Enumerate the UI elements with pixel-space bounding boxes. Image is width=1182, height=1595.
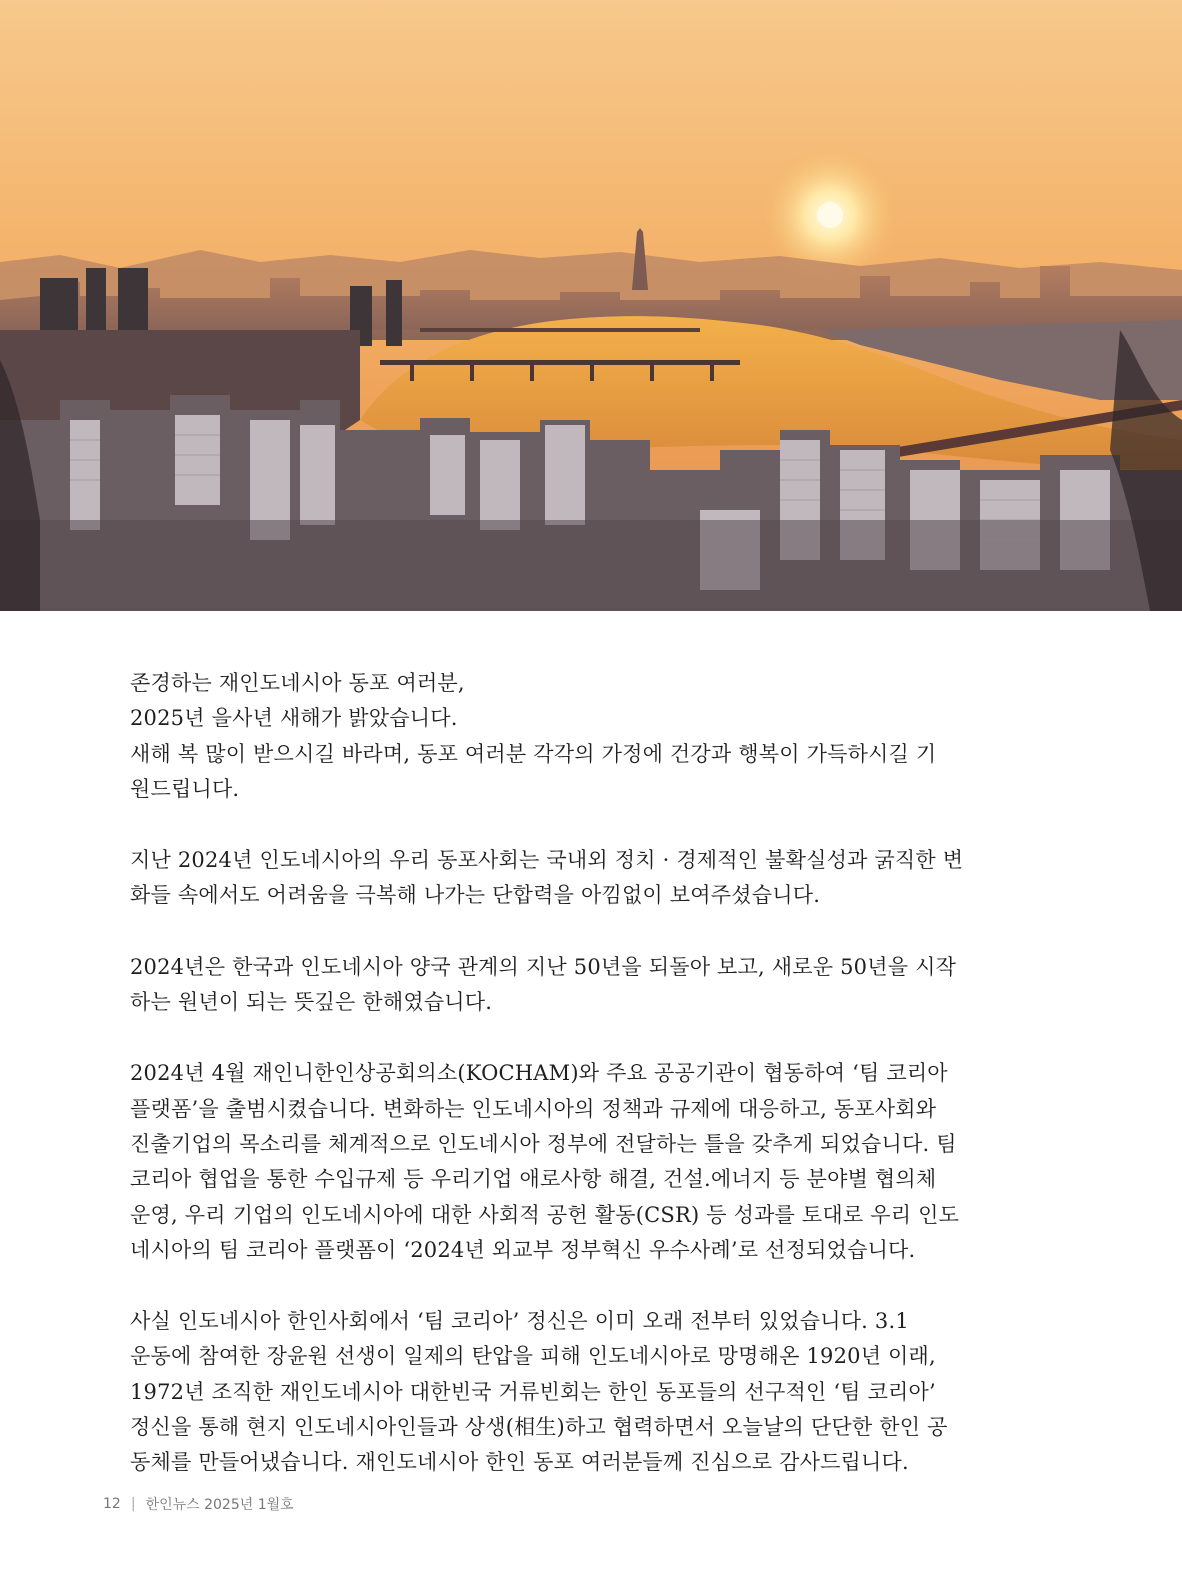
text-line: 2024년 4월 재인니한인상공회의소(KOCHAM)와 주요 공공기관이 협동하여 ‘팀 코리아 — [130, 1061, 948, 1086]
text-line: 운영, 우리 기업의 인도네시아에 대한 사회적 공헌 활동(CSR) 등 성과를 토대로 우리 인도 — [130, 1202, 960, 1227]
text-line: 진출기업의 목소리를 체계적으로 인도네시아 정부에 전달하는 틀을 갖추게 되었습니다. 팀 — [130, 1131, 957, 1156]
text-line: 2025년 을사년 새해가 밝았습니다. — [130, 706, 458, 731]
letter-body — [130, 666, 990, 1517]
text-line: 하는 원년이 되는 뜻깊은 한해였습니다. — [130, 990, 493, 1015]
publication-title: 한인뉴스 2025년 1월호 — [145, 1497, 294, 1513]
paragraph-2024-community — [130, 843, 990, 914]
text-line: 2024년은 한국과 인도네시아 양국 관계의 지난 50년을 되돌아 보고, 새로운 50년을 시작 — [130, 954, 957, 979]
text-line: 원드립니다. — [130, 776, 240, 801]
page-number: 12 — [103, 1496, 121, 1512]
paragraph-greeting — [130, 666, 990, 807]
text-line: 새해 복 많이 받으시길 바라며, 동포 여러분 각각의 가정에 건강과 행복이 가득하시길 기 — [130, 741, 937, 766]
paragraph-team-korea-platform — [130, 1056, 990, 1268]
text-line: 1972년 조직한 재인도네시아 대한빈국 거류빈회는 한인 동포들의 선구적인 ‘팀 코리아’ — [130, 1379, 936, 1404]
text-line: 화들 속에서도 어려움을 극복해 나가는 단합력을 아낌없이 보여주셨습니다. — [130, 883, 821, 908]
footer-separator: | — [130, 1496, 136, 1512]
text-line: 지난 2024년 인도네시아의 우리 동포사회는 국내외 정치 · 경제적인 불확실성과 굵직한 변 — [130, 848, 964, 873]
paragraph-50-years — [130, 950, 990, 1021]
text-line: 네시아의 팀 코리아 플랫폼이 ‘2024년 외교부 정부혁신 우수사례’로 선정되었습니다. — [130, 1237, 916, 1262]
paragraph-team-korea-spirit — [130, 1304, 990, 1480]
page-footer — [103, 1494, 294, 1514]
text-line: 존경하는 재인도네시아 동포 여러분, — [130, 671, 465, 695]
text-line: 사실 인도네시아 한인사회에서 ‘팀 코리아’ 정신은 이미 오래 전부터 있었습니다. 3.1 — [130, 1309, 909, 1334]
hero-photo — [0, 0, 1182, 611]
text-line: 정신을 통해 현지 인도네시아인들과 상생(相生)하고 협력하면서 오늘날의 단단한 한인 공 — [130, 1415, 948, 1440]
text-line: 코리아 협업을 통한 수입규제 등 우리기업 애로사항 해결, 건설.에너지 등 분야별 협의체 — [130, 1167, 937, 1192]
text-line: 동체를 만들어냈습니다. 재인도네시아 한인 동포 여러분들께 진심으로 감사드립니다. — [130, 1450, 909, 1475]
text-line: 운동에 참여한 장윤원 선생이 일제의 탄압을 피해 인도네시아로 망명해온 1920년 이래, — [130, 1344, 936, 1369]
seoul-sunset-skyline-image — [0, 0, 1182, 611]
text-line: 플랫폼’을 출범시켰습니다. 변화하는 인도네시아의 정책과 규제에 대응하고, 동포사회와 — [130, 1096, 937, 1121]
